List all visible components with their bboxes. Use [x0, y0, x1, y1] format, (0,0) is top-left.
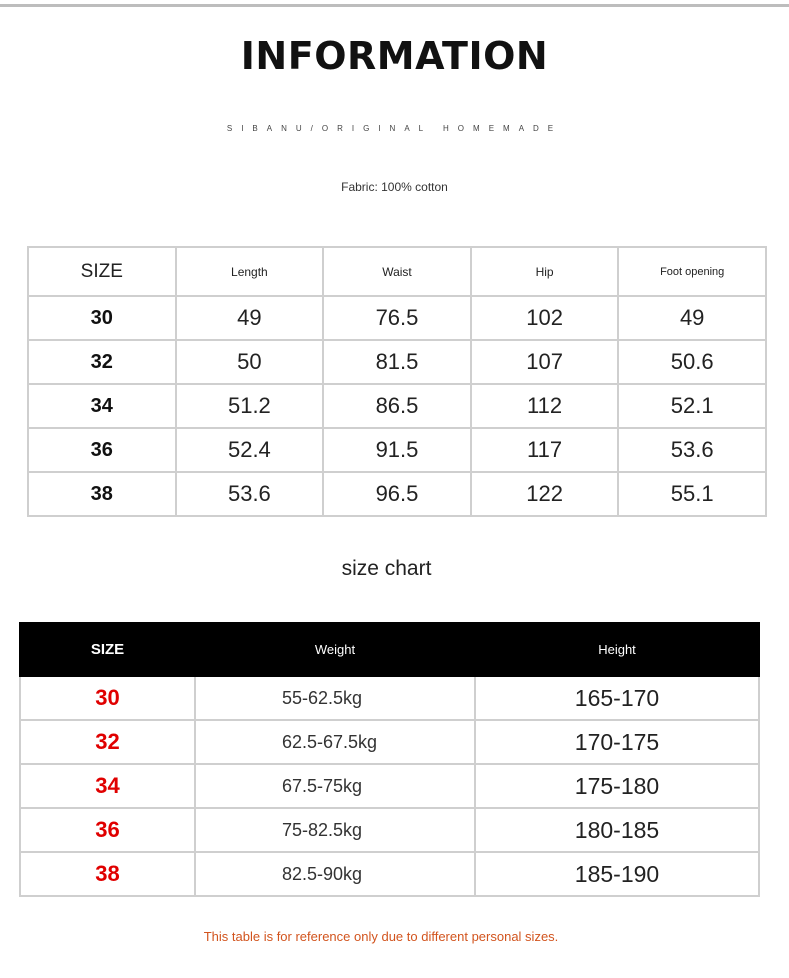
- measurement-table: [27, 246, 767, 517]
- waist-cell: 91.5: [323, 428, 471, 472]
- foot-opening-cell: 52.1: [618, 384, 766, 428]
- size-cell: 36: [20, 808, 195, 852]
- waist-cell: 86.5: [323, 384, 471, 428]
- table-row: [28, 340, 766, 384]
- height-cell: 175-180: [475, 764, 759, 808]
- reference-footnote: This table is for reference only due to different personal sizes.: [203, 929, 559, 944]
- size-cell: 38: [20, 852, 195, 896]
- size-cell: 32: [20, 720, 195, 764]
- hip-cell: 112: [471, 384, 619, 428]
- height-cell: 170-175: [475, 720, 759, 764]
- column-header-foot-opening: Foot opening: [618, 247, 766, 296]
- foot-opening-cell: 53.6: [618, 428, 766, 472]
- table-row: [20, 852, 759, 896]
- hip-cell: 102: [471, 296, 619, 340]
- fit-table: [19, 622, 760, 897]
- fit-header-row: [20, 623, 759, 676]
- table-row: [20, 808, 759, 852]
- hip-cell: 117: [471, 428, 619, 472]
- waist-cell: 81.5: [323, 340, 471, 384]
- table-row: [28, 384, 766, 428]
- hip-cell: 122: [471, 472, 619, 516]
- size-cell: 36: [28, 428, 176, 472]
- column-header-waist: Waist: [323, 247, 471, 296]
- table-row: [20, 720, 759, 764]
- size-cell: 30: [20, 676, 195, 720]
- length-cell: 50: [176, 340, 324, 384]
- fabric-info: Fabric: 100% cotton: [341, 180, 448, 194]
- foot-opening-cell: 49: [618, 296, 766, 340]
- hip-cell: 107: [471, 340, 619, 384]
- waist-cell: 96.5: [323, 472, 471, 516]
- size-cell: 32: [28, 340, 176, 384]
- size-cell: 34: [28, 384, 176, 428]
- column-header-size: SIZE: [28, 247, 176, 296]
- brand-subtitle: SIBANU/ORIGINAL HOMEMADE: [226, 124, 563, 133]
- length-cell: 49: [176, 296, 324, 340]
- table-row: [28, 296, 766, 340]
- weight-cell: 55-62.5kg: [195, 676, 475, 720]
- table-row: [28, 472, 766, 516]
- length-cell: 53.6: [176, 472, 324, 516]
- size-chart-caption: size chart: [341, 557, 432, 580]
- column-header-hip: Hip: [471, 247, 619, 296]
- weight-cell: 62.5-67.5kg: [195, 720, 475, 764]
- column-header-weight: Weight: [195, 623, 475, 676]
- foot-opening-cell: 55.1: [618, 472, 766, 516]
- table-row: [28, 428, 766, 472]
- column-header-size: SIZE: [20, 623, 195, 676]
- size-cell: 38: [28, 472, 176, 516]
- size-cell: 34: [20, 764, 195, 808]
- length-cell: 51.2: [176, 384, 324, 428]
- weight-cell: 75-82.5kg: [195, 808, 475, 852]
- foot-opening-cell: 50.6: [618, 340, 766, 384]
- weight-cell: 82.5-90kg: [195, 852, 475, 896]
- table-row: [20, 764, 759, 808]
- table-row: [20, 676, 759, 720]
- column-header-height: Height: [475, 623, 759, 676]
- top-divider: [0, 4, 789, 7]
- height-cell: 165-170: [475, 676, 759, 720]
- weight-cell: 67.5-75kg: [195, 764, 475, 808]
- waist-cell: 76.5: [323, 296, 471, 340]
- measurement-header-row: [28, 247, 766, 296]
- size-cell: 30: [28, 296, 176, 340]
- length-cell: 52.4: [176, 428, 324, 472]
- column-header-length: Length: [176, 247, 324, 296]
- height-cell: 180-185: [475, 808, 759, 852]
- height-cell: 185-190: [475, 852, 759, 896]
- page-title: INFORMATION: [240, 34, 549, 78]
